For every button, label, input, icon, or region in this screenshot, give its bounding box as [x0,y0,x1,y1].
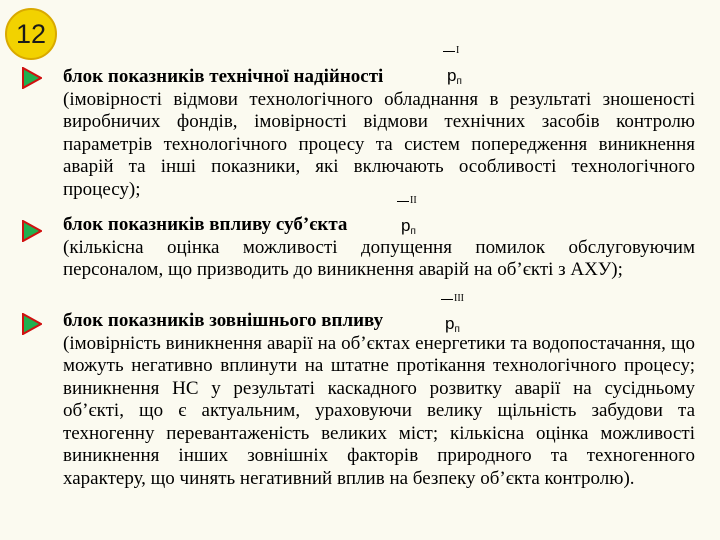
symbol-superscript: III [454,293,464,304]
symbol-subscript: п [456,76,462,87]
list-item [63,66,695,201]
slide-number: 12 [15,18,47,49]
item-description: (імовірності відмови технологічного обладнання в результаті зношеності виробничих фондів, імовірності відмови технічних засобів контролю параметрів технологічного процесу та систем попередження виникнення аварій та інші показники, які включають особливості технологічного процесу); [63,88,695,200]
bullet-arrow-icon [22,67,42,89]
probability-symbol [445,293,464,335]
item-heading: блок показників впливу суб’єкта [63,214,348,235]
slide-number-badge [5,8,57,60]
list-item [63,214,695,282]
symbol-superscript: I [456,45,460,56]
symbol-base: p [447,66,457,85]
symbol-superscript: II [410,195,417,206]
symbol-base: p [445,314,455,333]
probability-symbol [447,45,462,87]
item-heading: блок показників зовнішнього впливу [63,310,384,331]
symbol-subscript: п [410,226,416,237]
symbol-subscript: п [454,324,460,335]
item-description: (кількісна оцінка можливості допущення помилок обслуговуючим персоналом, що призводить до виникнення аварій на об’єкті з АХУ); [63,236,695,280]
item-description: (імовірність виникнення аварії на об’єктах енергетики та водопостачання, що можуть негативно вплинути на штатне протікання технологічного процесу; виникнення НС у результаті каскадного розвитку аварії на сусідньому об’єкті, що є актуальним, ураховуючи велику щільність забудови та техногенну перевантаженість великих міст; кількісна оцінка можливості виникнення інших зовнішніх факторів природного та техногенного характеру, що чинять негативний вплив на безпеку об’єкта контролю). [63,332,695,489]
probability-symbol [401,195,417,237]
item-heading: блок показників технічної надійності [63,66,384,87]
list-item [63,310,695,490]
symbol-base: p [401,216,411,235]
bullet-arrow-icon [22,220,42,242]
bullet-arrow-icon [22,313,42,335]
